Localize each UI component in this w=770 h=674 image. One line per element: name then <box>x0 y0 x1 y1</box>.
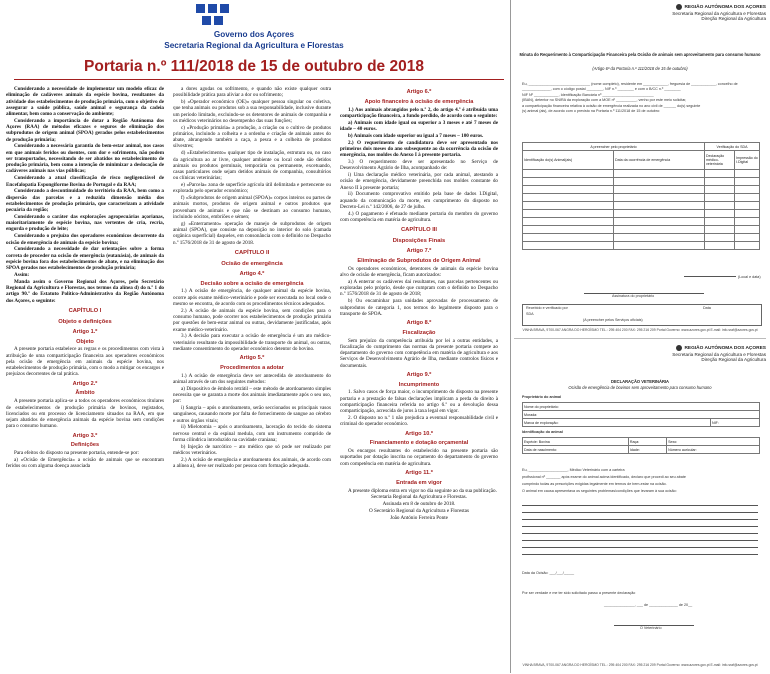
form-footer: VINHA BRAVA, 9700-067 ANGRA DO HEROÍSMO TEL.: 295 404 200 FAX: 295 216 209 Portal Governo: www.azores.gov.pt E-mail: info.sraf@azores.gov.pt <box>522 663 758 667</box>
article-heading: Artigo 2.º <box>72 380 98 387</box>
owner-address-field[interactable]: Morada: <box>523 411 760 419</box>
paragraph: 3.) A decisão para executar a ocisão de emergência é um ato médico-veterinário resultante da impossibilidade de transporte do animal, ou outras, mediante consentimento do operador económico detentor do bovino. <box>173 333 331 352</box>
paragraph: a) Dispositivo de êmbolo retrátil – este método de atordoamento simples necessita que se garanta a morte dos animais imediatamente após o seu uso, por: <box>173 385 331 405</box>
table-row[interactable] <box>523 186 760 194</box>
article-heading: Fiscalização <box>402 329 436 336</box>
paragraph: d) «Estabelecimento» qualquer tipo de instalação, estrutura ou, no caso da agricultura ao ar livre, qualquer ambiente ou local onde são detidos animais ou produtos germinais, temporária ou permanente, excetuando, casas particulares onde sejam detidos animais de companhia, consultórios ou clínicas veterinárias; <box>173 150 331 182</box>
form-subtitle: (Artigo 6º da Portaria n.º 111/2018 de 15 de outubro) <box>592 66 688 71</box>
paragraph: b) Injeção de narcótico – ato médico que só pode ser realizado por médicos veterinários. <box>173 443 331 457</box>
date-label: Data <box>703 306 711 310</box>
table-row[interactable] <box>523 178 760 186</box>
paragraph: Considerando o caráter das explorações agropecuárias açorianas, maioritariamente de espécie bovina, nas vertentes de cria, recria, engorda e produção de leite; <box>6 213 164 233</box>
animal-table <box>522 437 760 454</box>
article-heading: Entrada em vigor <box>396 479 442 486</box>
vet-declaration-text: Eu, ___________________, Médico Veterinário com a carteira profissional nº _______ após exame do animal acima identificado, declaro que procedi ao seu abate cumprindo todas as prescrições exigidas legalmente em termos de bem-estar na ocisão. O animal em causa apresentava os seguintes problemas/condições que levaram à sua ocisão: <box>522 468 686 493</box>
article-heading: Artigo 10.º <box>405 430 433 437</box>
paragraph: Manda assim o Governo Regional dos Açores, pelo Secretário Regional da Agricultura e Florestas, nos termos da alínea d) do n.º 1 do artigo 90.º do Estatuto Político-Administrativo da Região Autónoma dos Açores, o seguinte: <box>6 278 164 304</box>
paragraph: Sem prejuízo da competência atribuída por lei a outras entidades, a fiscalização do cumprimento das normas da presente portaria compete ao departamento do governo com competência em matéria de agricultura e aos Serviços de Desenvolvimento Agrário de Ilha, mediante controlos físicos e documentais. <box>340 337 498 369</box>
article-heading: Objeto <box>76 338 94 345</box>
chapter-heading: CAPÍTULO III <box>400 227 438 234</box>
paragraph: 2.) A ocisão de emergência e atordoamento dos animais, de acordo com a alínea a), deve ser realizado por pessoa com formação adequada. <box>173 456 331 470</box>
place-date: _______________, ___ de ______________ de 20__ <box>604 603 693 607</box>
table-header-verification: Verificação do SDA <box>705 143 760 151</box>
birth-date-field[interactable]: Data de nascimento: <box>523 446 629 454</box>
paragraph: a) Animais com idade igual ou superior a 3 meses e até 7 meses de idade – 40 euros. <box>340 119 498 132</box>
vet-signature-label: O Veterinário <box>640 626 662 630</box>
reason-line[interactable] <box>522 540 758 541</box>
col-idigital-print: Impressão do I.Digital <box>735 151 760 170</box>
table-row[interactable] <box>523 210 760 218</box>
article-heading: Artigo 1.º <box>72 328 98 335</box>
paragraph: ii) Mielotomia – após o atordoamento, laceração do tecido do sistema nervoso central e da espinal medula, com um instrumento comprido de forma cilíndrica introduzido na cavidade craniana; <box>173 424 331 443</box>
official-note: (A preencher pelos Serviços oficiais) <box>583 318 643 322</box>
paragraph: g) «Enterramento» operação de manejo de subprodutos de origem animal (SPOA), que consiste na deposição no interior do solo (camada orgânica superficial) daqueles, em consonância com o definido no Despacho n.º 1576/2018 de 31 de agosto de 2018. <box>173 220 331 246</box>
crest-icon <box>676 4 682 10</box>
table-row[interactable] <box>523 170 760 178</box>
owner-nif-field[interactable]: NIF: <box>710 419 759 427</box>
table-row[interactable] <box>523 202 760 210</box>
paragraph: Os operadores económicos, detentores de animais da espécie bovina alvo de ocisão de emergência, ficam autorizados: <box>340 265 498 279</box>
header <box>0 0 508 56</box>
place-date-label: (Local e data) <box>738 275 761 279</box>
chapter-heading: Ocisão de emergência <box>221 260 283 267</box>
paragraph: Considerando a atual classificação de risco negligenciável de Encefalopatia Espongiforme Bovina de Portugal e da RAA; <box>6 175 164 188</box>
article-heading: Eliminação de Subprodutos de Origem Animal <box>357 258 481 265</box>
reason-line[interactable] <box>522 547 758 548</box>
paragraph: f) «Subprodutos de origem animal (SPOA)» corpos inteiros ou partes de animais mortos, produtos de origem animal e outros produtos que provenham de animais e que não se destinam ao consumo humano, incluindo oócitos, embriões e sémen; <box>173 195 331 220</box>
paragraph: 1.) A ocisão de emergência deve ser antecedida de atordoamento do animal através de um dos seguintes métodos: <box>173 372 331 385</box>
owner-name-field[interactable]: Nome do proprietário: <box>523 403 760 411</box>
chapter-heading: Disposições Finais <box>392 238 446 245</box>
government-name: Governo dos Açores <box>213 30 295 39</box>
paragraph: b) Ou encaminhar para unidades aprovadas de processamento de subprodutos de categoria 1, nos termos do legalmente disposto para o transporte de SPOA. <box>340 298 498 317</box>
article-heading: Apoio financeiro à ocisão de emergência <box>364 98 474 105</box>
breed-field[interactable]: Raça: <box>628 438 666 446</box>
paragraph: 2. O disposto no n.º 1 não prejudica a eventual responsabilidade civil e criminal do operador económico. <box>340 415 498 428</box>
article-heading: Âmbito <box>75 390 95 397</box>
article-heading: Artigo 9.º <box>406 371 432 378</box>
article-heading: Artigo 7.º <box>406 248 432 255</box>
reason-line[interactable] <box>522 519 758 520</box>
species-field[interactable]: Espécie: Bovina <box>523 438 629 446</box>
secretariat-name: Secretaria Regional da Agricultura e Florestas <box>164 41 344 50</box>
article-heading: Artigo 4.º <box>239 270 265 277</box>
region-header: REGIÃO AUTÓNOMA DOS AÇORES Secretaria Regional da Agricultura e Florestas Direção Regional da Agricultura <box>672 346 766 363</box>
reason-line[interactable] <box>522 554 758 555</box>
page-divider <box>510 0 511 673</box>
region-header: REGIÃO AUTÓNOMA DOS AÇORES Secretaria Regional da Agricultura e Florestas Direção Regional da Agricultura <box>672 5 766 22</box>
table-row[interactable] <box>523 242 760 250</box>
article-heading: Incumprimento <box>398 381 440 388</box>
sda-label: SDA <box>526 312 534 316</box>
title-rule <box>14 79 504 80</box>
paragraph: ii) Documento comprovativo emitido pela base de dados I.Digital, aquando da comunicação da morte, em cumprimento do disposto no Decreto-Lei n.º 142/2006, de 27 de julho. <box>340 191 498 210</box>
table-header-owner: A preencher pelo proprietário <box>523 143 705 151</box>
text-column-3 <box>340 86 498 670</box>
form-footer: VINHA BRAVA, 9700-067 ANGRA DO HEROÍSMO TEL.: 295 404 200 FAX: 295 216 209 Portal Governo: www.azores.gov.pt E-mail: info.sraf@azores.gov.pt <box>522 328 758 332</box>
owner-signature-label: Assinatura do proprietário <box>612 294 655 298</box>
table-row[interactable] <box>523 234 760 242</box>
paragraph: 1.) Aos animais abrangidos pelo n.º 2, do artigo 4.º é atribuída uma comparticipação financeira, a fundo perdido, de acordo com o seguinte: <box>340 106 498 119</box>
official-use-box <box>522 304 762 326</box>
paragraph: A presente portaria estabelece as regras e os procedimentos com vista à atribuição de uma comparticipação financeira aos operadores económicos pela ocisão de emergência em animais da espécie bovina, nos estabelecimentos de produção primária, com o modo a mitigar os encargos e prejuízos decorrentes de tal prática. <box>6 346 164 378</box>
reason-line[interactable] <box>522 505 758 506</box>
reason-line[interactable] <box>522 526 758 527</box>
paragraph: i) Uma declaração médico veterinária, por cada animal, atestando a ocisão de emergência, devidamente preenchida nos moldes constante do Anexo II à presente portaria; <box>340 172 498 191</box>
paragraph: Considerando a necessária garantia do bem-estar animal, nos casos em que animais feridos ou doentes, com dor e sofrimento, não podem ser transportados, necessitando de ser abatidos no estabelecimento de produção primária, bem como a intenção de minimizar a deslocação de cadáveres animais nas vias públicas; <box>6 143 164 175</box>
paragraph: a dores agudas ou sofrimento, e quando não existe qualquer outra possibilidade prática para aliviar a dor ou sofrimento; <box>173 86 331 99</box>
form-subtitle: Ocisão de emergência de bovinos sem aproveitamento para consumo humano <box>568 385 712 390</box>
form-title: DECLARAÇÃO VETERINÁRIA <box>611 379 669 384</box>
article-heading: Definições <box>70 442 100 449</box>
animals-table <box>522 142 760 250</box>
chapter-heading: Objeto e definições <box>58 318 112 325</box>
paragraph: a) A enterrar os cadáveres daí resultantes, nas parcelas pertencentes ou exploradas pelo próprio, desde que cumpram com o definido no Despacho n.º 1576/2018 de 31 de agosto de 2018; <box>340 278 498 298</box>
paragraph: Para efeitos do disposto na presente portaria, entende-se por: <box>14 450 139 457</box>
paragraph: 3.) O requerimento deve ser apresentado no Serviço de Desenvolvimento Agrário de Ilha, acompanhado de: <box>340 158 498 172</box>
government-logo <box>196 4 232 30</box>
table-row[interactable] <box>523 226 760 234</box>
text-column-2 <box>173 86 331 670</box>
paragraph: Assim: <box>14 272 30 278</box>
animal-section-label: Identificação do animal <box>522 430 563 434</box>
paragraph: i) Sangria – após o atordoamento, serão seccionados os principais vasos sanguíneos, causando morte por falta de fornecimento de sangue ao cérebro e outros órgãos vitais; <box>173 405 331 424</box>
owner-section-label: Proprietário do animal <box>522 395 562 399</box>
page-title: Portaria n.º 111/2018 de 15 de outubro de 2018 <box>84 58 424 75</box>
article-heading: Artigo 5.º <box>239 355 265 362</box>
annex-1-form <box>514 0 766 336</box>
article-heading: Procedimentos a adotar <box>220 364 284 371</box>
col-occurrence-date: Data da ocorrência de emergência <box>614 151 705 170</box>
paragraph: c) «Produção primária» a produção, a criação ou o cultivo de produtos primários, incluindo a colheita e a ordenha e criação de animais antes do abate, abrangendo também a caça, a pesca e a colheita de produtos silvestres; <box>173 124 331 150</box>
text-column-1 <box>6 86 164 670</box>
paragraph: 1. Salvo casos de força maior, o incumprimento do disposto na presente portaria e a prestação de falsas declarações implicam a perda do direito à comparticipação financeira referida no artigo 6.º ou a devolução dessa comparticipação, acrescida de juros à taxa legal em vigor. <box>340 389 498 415</box>
paragraph: a) «Ocisão de Emergência» a ocisão de animais que se encontram feridos ou com alguma doença associada <box>6 456 164 470</box>
paragraph: A presente diploma entra em vigor no dia seguinte ao da sua publicação. <box>348 487 497 494</box>
paragraph: João António Ferreira Ponte <box>390 514 448 521</box>
sex-field[interactable]: Sexo: <box>667 438 760 446</box>
col-animal-id: Identificação do(s) Animal(ais) <box>523 151 614 170</box>
form-request-text: Eu, ______________________________ (nome completo), residente em ____________, freguesia de ____________, concelho de ______________, com o código postal ________, NIF n.º ________ e com o B/CC n.º ________ NIF Nº ____________, Identificação Bancária nº _________________________ (IBAN), detentor no SNIRA da exploração com a MOE nº __________, venho por este meio solicitar, a comparticipação financeira relativa à ocisão de emergência realizada no ano civil de ______ do(s) seguinte (s) animal (ais), de acordo com o previsto na Portaria n.º 111/2018 de 15 de outubro: <box>522 82 738 114</box>
paragraph: O Secretário Regional da Agricultura e Florestas <box>369 508 469 515</box>
crest-icon <box>676 345 682 351</box>
age-field[interactable]: Idade: <box>628 446 666 454</box>
article-heading: Artigo 11.º <box>405 469 433 476</box>
chapter-heading: CAPÍTULO I <box>68 307 102 314</box>
paragraph: Considerando o prejuízo dos operadores económicos decorrente da ocisão de emergência de animais da espécie bovina; <box>6 233 164 246</box>
annex-2-form <box>514 338 766 674</box>
article-heading: Artigo 3.º <box>72 432 98 439</box>
ear-tag-field[interactable]: Número auricular: <box>667 446 760 454</box>
paragraph: Assinada em 8 de outubro de 2018. <box>382 501 456 508</box>
paragraph: Os encargos resultantes do estabelecido na presente portaria são suportados por dotação inscrita no orçamento do departamento do governo com competência em matéria de agricultura. <box>340 448 498 467</box>
paragraph: Considerando a descontinuidade do território da RAA, bem como a dispersão das parcelas e a reduzida dimensão média dos estabelecimentos de produção primária, que caracterizam a atividade pecuária da região; <box>6 188 164 214</box>
paragraph: Secretaria Regional da Agricultura e Florestas. <box>371 494 467 501</box>
col-vet-declaration: Declaração médico-veterinária <box>705 151 735 170</box>
paragraph: Considerando a necessidade de dar orientações sobre a forma correta de proceder na ocisão de emergência (eutanásia), de animais da espécie bovina fora dos estabelecimentos de abate, e na eliminação dos SPOA gerados nos estabelecimentos de produção primária; <box>6 246 164 272</box>
reason-line[interactable] <box>522 533 758 534</box>
paragraph: Considerando a importância de dotar a Região Autónoma dos Açores (RAA) de métodos eficazes e seguros de eliminação dos subprodutos de origem animal (SPOA) gerados pelos estabelecimentos de produção primária; <box>6 117 164 143</box>
owner-table <box>522 402 760 427</box>
paragraph: A presente portaria aplica-se a todos os operadores económicos titulares de estabelecimentos de produção primária de bovinos, registados, licenciados ou em processo de licenciamento situados na RAA, em que sejam abatidos de emergência animais da espécie bovina sem condições para o consumo humano. <box>6 398 164 430</box>
truth-statement: Por ser verdade e me ter sido solicitado passo a presente declaração <box>522 591 636 595</box>
paragraph: e) «Parcela» zona de superfície agrícola útil delimitada e pertencente ou explorada pelo operador económico; <box>173 182 331 195</box>
paragraph: Considerando a necessidade de implementar um modelo eficaz de eliminação de cadáveres animais da espécie bovina, resultantes da atividade dos estabelecimentos de produção primária, com o objetivo de assegurar a saúde pública, saúde animal e segurança da cadeia alimentar, bem como a conservação do ambiente; <box>6 86 164 117</box>
ocisao-date: Data da Ocisão: ___/___/_____ <box>522 571 575 575</box>
table-row[interactable] <box>523 218 760 226</box>
chapter-heading: CAPÍTULO II <box>234 249 270 256</box>
paragraph: b) Animais com idade superior ou igual a 7 meses – 100 euros. <box>348 132 484 139</box>
article-heading: Financiamento e dotação orçamental <box>369 440 469 447</box>
holding-mark-field[interactable]: Marca de exploração: <box>523 419 711 427</box>
table-row[interactable] <box>523 194 760 202</box>
article-heading: Decisão sobre a ocisão de emergência <box>200 280 304 287</box>
article-heading: Artigo 8.º <box>406 320 432 327</box>
paragraph: b) «Operador económico (OE)» qualquer pessoa singular ou coletiva, que tenha animais ou produtos sob a sua responsabilidade, inclusive durante um período limitado, excluindo-se os detentores de animais de companhia e os médicos veterinários no desempenho das suas funções; <box>173 99 331 124</box>
article-heading: Artigo 6.º <box>406 89 432 95</box>
form-title: Minuta do Requerimento à Comparticipação Financeira pela Ocisão de animais sem aproveitamento para consumo humano <box>519 52 761 57</box>
reason-line[interactable] <box>522 512 758 513</box>
paragraph: 1.) A ocisão de emergência, de qualquer animal da espécie bovina, ocorre após exame médico-veterinário e pode ser executada no local onde o mesmo se encontra, de acordo com os procedimentos técnicos adequados. <box>173 288 331 307</box>
paragraph: 2.) O requerimento de candidatura deve ser apresentado nos primeiros dois meses do ano subsequente ao da ocorrência da ocisão de emergência, nos moldes do Anexo I à presente portaria. <box>340 139 498 159</box>
paragraph: 2.) A ocisão de animais da espécie bovina, sem condições para o consumo humano, pode ocorrer nos estabelecimentos de produção primária por questões de bem-estar animal ou outras, devidamente justificadas, após exame médico-veterinário. <box>173 307 331 333</box>
place-date-line[interactable] <box>684 276 736 277</box>
paragraph: 4.) O pagamento é efetuado mediante portaria do membro do governo com competência em matéria de agricultura. <box>340 210 498 223</box>
received-label: Recebido e verificado por <box>526 306 568 310</box>
